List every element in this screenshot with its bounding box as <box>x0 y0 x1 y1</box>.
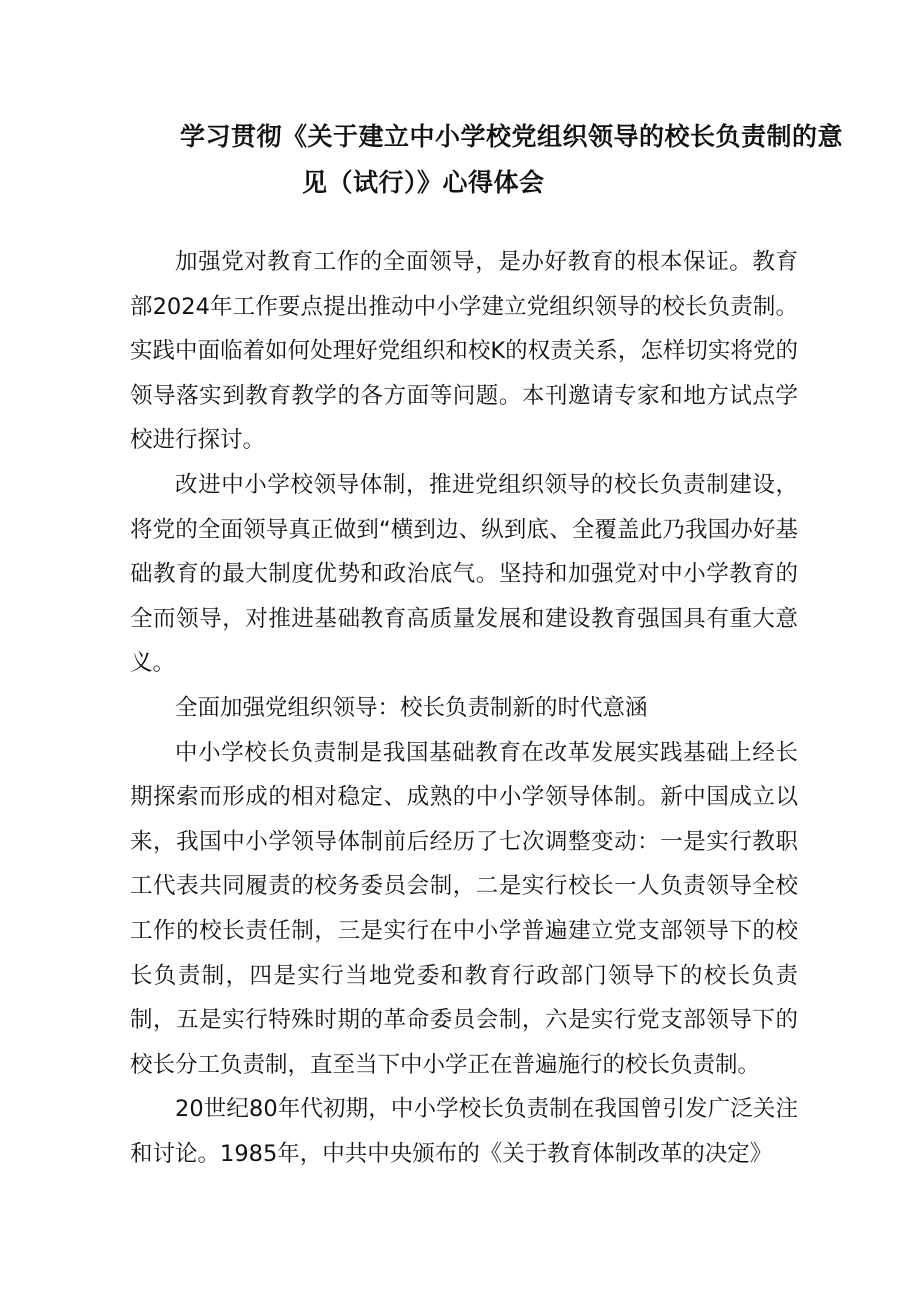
section-subheading: 全面加强党组织领导：校长负责制新的时代意涵 <box>175 694 648 721</box>
paragraph-history: 中小学校长负责制是我国基础教育在改革发展实践基础上经长期探索而形成的相对稳定、成熟的中小学领导体制。新中国成立以来，我国中小学领导体制前后经历了七次调整变动：一是实行教职工代表共同履责的校务委员会制，二是实行校长一人负责领导全校工作的校长责任制，三是实行在中小学普遍建立党支部领导下的校长负责制，四是实行当地党委和教育行政部门领导下的校长负责制，五是实行特殊时期的革命委员会制，六是实行党支部领导下的校长分工负责制，直至当下中小学正在普遍施行的校长负责制。 <box>130 739 798 1078</box>
document-body <box>130 240 798 1176</box>
paragraph-reform: 改进中小学校领导体制，推进党组织领导的校长负责制建设，将党的全面领导真正做到“横到边、纵到底、全覆盖此乃我国办好基础教育的最大制度优势和政治底气。坚持和加强党对中小学教育的全而领导，对推进基础教育高质量发展和建设教育强国具有重大意义。 <box>130 471 798 677</box>
document-title-line-2: 见（试行）》心得体会 <box>302 168 545 197</box>
paragraph-1980s: 20世纪80年代初期，中小学校长负责制在我国曾引发广泛关注和讨论。1985年，中共中央颁布的《关于教育体制改革的决定》 <box>130 1096 798 1167</box>
document-title-line-1: 学习贯彻《关于建立中小学校党组织领导的校长负责制的意 <box>180 122 844 151</box>
paragraph-intro: 加强党对教育工作的全面领导，是办好教育的根本保证。教育部2024年工作要点提出推动中小学建立党组织领导的校长负责制。实践中面临着如何处理好党组织和校K的权责关系，怎样切实将党的领导落实到教育教学的各方面等问题。本刊邀请专家和地方试点学校进行探讨。 <box>130 249 798 454</box>
